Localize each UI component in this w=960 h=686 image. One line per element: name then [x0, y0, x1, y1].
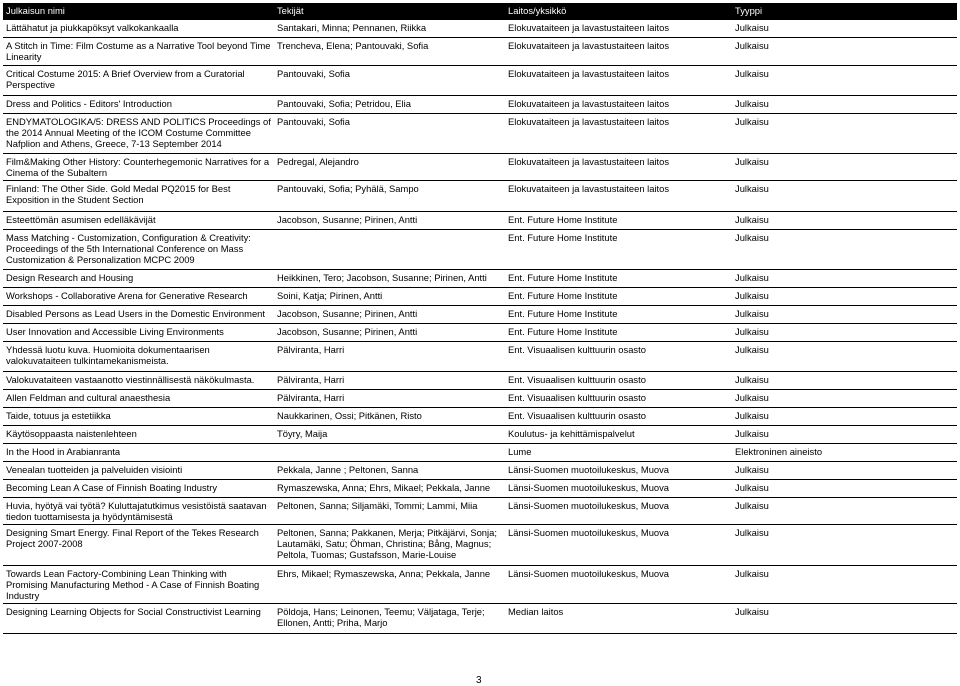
cell-authors: Trencheva, Elena; Pantouvaki, Sofia	[277, 39, 429, 51]
cell-title: Towards Lean Factory-Combining Lean Thinking with Promising Manufacturing Method - A Case of Finnish Boating Industry	[6, 567, 260, 601]
cell-department: Ent. Future Home Institute	[508, 325, 618, 337]
cell-department: Elokuvataiteen ja lavastustaiteen laitos	[508, 97, 670, 109]
column-header-authors: Tekijät	[274, 3, 505, 20]
cell-type: Julkaisu	[735, 271, 769, 283]
table-row	[3, 389, 957, 407]
cell-department: Ent. Future Home Institute	[508, 307, 618, 319]
cell-department: Länsi-Suomen muotoilukeskus, Muova	[508, 526, 670, 538]
cell-type: Julkaisu	[735, 567, 769, 579]
table-row	[3, 425, 957, 443]
cell-title: User Innovation and Accessible Living Environments	[6, 325, 224, 337]
cell-department: Ent. Future Home Institute	[508, 231, 618, 243]
cell-department: Elokuvataiteen ja lavastustaiteen laitos	[508, 67, 670, 79]
cell-title: ENDYMATOLOGIKA/5: DRESS AND POLITICS Proceedings of the 2014 Annual Meeting of the ICOM Costume Committee Nafplion and Athens, Greece, 7-13 September 2014	[6, 115, 271, 149]
table-row	[3, 113, 957, 153]
cell-type: Julkaisu	[735, 605, 769, 617]
cell-title: Critical Costume 2015: A Brief Overview from a Curatorial Perspective	[6, 67, 245, 90]
cell-authors: Soini, Katja; Pirinen, Antti	[277, 289, 383, 301]
cell-title: Film&Making Other History: Counterhegemonic Narratives for a Cinema of the Subaltern	[6, 155, 270, 178]
table-row	[3, 323, 957, 341]
cell-type: Julkaisu	[735, 526, 769, 538]
cell-title: Esteettömän asumisen edelläkävijät	[6, 213, 156, 225]
cell-type: Julkaisu	[735, 289, 769, 301]
page-number: 3	[476, 675, 482, 686]
cell-title: Allen Feldman and cultural anaesthesia	[6, 391, 171, 403]
cell-department: Länsi-Suomen muotoilukeskus, Muova	[508, 567, 670, 579]
cell-type: Julkaisu	[735, 499, 769, 511]
cell-type: Julkaisu	[735, 463, 769, 475]
cell-authors: Pedregal, Alejandro	[277, 155, 359, 167]
cell-type: Julkaisu	[735, 325, 769, 337]
cell-authors: Jacobson, Susanne; Pirinen, Antti	[277, 325, 418, 337]
cell-authors: Pantouvaki, Sofia; Petridou, Elia	[277, 97, 411, 109]
cell-title: Becoming Lean A Case of Finnish Boating Industry	[6, 481, 218, 493]
cell-authors: Pantouvaki, Sofia	[277, 67, 350, 79]
cell-title: Mass Matching - Customization, Configuration & Creativity: Proceedings of the 5th International Conference on Mass Customization & Personalization MCPC 2009	[6, 231, 251, 265]
cell-title: A Stitch in Time: Film Costume as a Narrative Tool beyond Time Linearity	[6, 39, 271, 62]
table-row	[3, 524, 957, 565]
cell-title: Huvia, hyötyä vai työtä? Kuluttajatutkimus vesistöistä saatavan tiedon tuottamisesta ja hyödyntämisestä	[6, 499, 267, 522]
cell-authors: Naukkarinen, Ossi; Pitkänen, Risto	[277, 409, 422, 421]
cell-title: Finland: The Other Side. Gold Medal PQ2015 for Best Exposition in the Student Section	[6, 182, 231, 205]
cell-authors: Pantouvaki, Sofia; Pyhälä, Sampo	[277, 182, 419, 194]
cell-department: Länsi-Suomen muotoilukeskus, Muova	[508, 463, 670, 475]
cell-authors: Pälviranta, Harri	[277, 373, 345, 385]
cell-type: Julkaisu	[735, 343, 769, 355]
cell-title: In the Hood in Arabianranta	[6, 445, 121, 457]
cell-type: Julkaisu	[735, 481, 769, 493]
table-row	[3, 461, 957, 479]
cell-title: Valokuvataiteen vastaanotto viestinnällisestä näkökulmasta.	[6, 373, 255, 385]
cell-authors: Pälviranta, Harri	[277, 343, 345, 355]
table-row	[3, 95, 957, 113]
cell-title: Design Research and Housing	[6, 271, 134, 283]
cell-department: Ent. Future Home Institute	[508, 289, 618, 301]
cell-title: Venealan tuotteiden ja palveluiden visiointi	[6, 463, 183, 475]
cell-authors: Pantouvaki, Sofia	[277, 115, 350, 127]
cell-department: Koulutus- ja kehittämispalvelut	[508, 427, 635, 439]
cell-authors: Ehrs, Mikael; Rymaszewska, Anna; Pekkala, Janne	[277, 567, 491, 579]
table-row	[3, 180, 957, 211]
cell-authors: Pälviranta, Harri	[277, 391, 345, 403]
cell-authors: Rymaszewska, Anna; Ehrs, Mikael; Pekkala, Janne	[277, 481, 491, 493]
cell-authors: Pöldoja, Hans; Leinonen, Teemu; Väljataga, Terje; Ellonen, Antti; Priha, Marjo	[277, 605, 485, 628]
table-row	[3, 371, 957, 389]
cell-title: Yhdessä luotu kuva. Huomioita dokumentaarisen valokuvataiteen tulkintamekanismeista.	[6, 343, 210, 366]
cell-type: Julkaisu	[735, 67, 769, 79]
cell-type: Julkaisu	[735, 155, 769, 167]
table-row	[3, 565, 957, 603]
cell-type: Julkaisu	[735, 409, 769, 421]
cell-title: Taide, totuus ja estetiikka	[6, 409, 111, 421]
table-row	[3, 269, 957, 287]
cell-authors: Töyry, Maija	[277, 427, 328, 439]
table-row	[3, 211, 957, 229]
cell-department: Länsi-Suomen muotoilukeskus, Muova	[508, 481, 670, 493]
cell-department: Ent. Visuaalisen kulttuurin osasto	[508, 373, 646, 385]
cell-type: Julkaisu	[735, 231, 769, 243]
cell-department: Elokuvataiteen ja lavastustaiteen laitos	[508, 182, 670, 194]
cell-type: Julkaisu	[735, 39, 769, 51]
cell-department: Elokuvataiteen ja lavastustaiteen laitos	[508, 115, 670, 127]
cell-department: Elokuvataiteen ja lavastustaiteen laitos	[508, 22, 670, 33]
cell-department: Ent. Visuaalisen kulttuurin osasto	[508, 409, 646, 421]
cell-department: Elokuvataiteen ja lavastustaiteen laitos	[508, 39, 670, 51]
cell-authors: Heikkinen, Tero; Jacobson, Susanne; Pirinen, Antti	[277, 271, 487, 283]
cell-department: Ent. Visuaalisen kulttuurin osasto	[508, 343, 646, 355]
cell-type: Julkaisu	[735, 22, 769, 33]
cell-title: Designing Smart Energy. Final Report of the Tekes Research Project 2007-2008	[6, 526, 259, 549]
column-header-title: Julkaisun nimi	[3, 3, 274, 20]
table-row	[3, 153, 957, 180]
cell-type: Julkaisu	[735, 213, 769, 225]
table-row	[3, 407, 957, 425]
cell-title: Lättähatut ja piukkapöksyt valkokankaalla	[6, 22, 179, 33]
cell-authors: Peltonen, Sanna; Siljamäki, Tommi; Lammi, Miia	[277, 499, 478, 511]
table-row	[3, 603, 957, 633]
cell-type: Julkaisu	[735, 307, 769, 319]
cell-type: Julkaisu	[735, 391, 769, 403]
table-row	[3, 443, 957, 461]
cell-title: Käytösoppaasta naistenlehteen	[6, 427, 137, 439]
table-row	[3, 37, 957, 65]
cell-title: Disabled Persons as Lead Users in the Domestic Environment	[6, 307, 265, 319]
cell-authors	[274, 443, 505, 461]
cell-department: Ent. Future Home Institute	[508, 271, 618, 283]
publications-table	[3, 3, 957, 634]
cell-type: Julkaisu	[735, 427, 769, 439]
cell-authors: Santakari, Minna; Pennanen, Riikka	[277, 22, 427, 33]
table-row	[3, 287, 957, 305]
column-header-department: Laitos/yksikkö	[505, 3, 732, 20]
table-row	[3, 65, 957, 95]
cell-type: Elektroninen aineisto	[735, 445, 823, 457]
table-header-row	[3, 3, 957, 20]
cell-department: Länsi-Suomen muotoilukeskus, Muova	[508, 499, 670, 511]
table-row	[3, 479, 957, 497]
column-header-type: Tyyppi	[732, 3, 957, 20]
cell-department: Ent. Visuaalisen kulttuurin osasto	[508, 391, 646, 403]
cell-department: Median laitos	[508, 605, 564, 617]
table-row	[3, 229, 957, 269]
table-row	[3, 305, 957, 323]
cell-authors: Pekkala, Janne ; Peltonen, Sanna	[277, 463, 419, 475]
table-row	[3, 497, 957, 524]
table-row	[3, 341, 957, 371]
cell-type: Julkaisu	[735, 182, 769, 194]
cell-department: Elokuvataiteen ja lavastustaiteen laitos	[508, 155, 670, 167]
cell-type: Julkaisu	[735, 97, 769, 109]
cell-department: Lume	[508, 445, 532, 457]
table-body	[3, 20, 957, 633]
cell-title: Designing Learning Objects for Social Constructivist Learning	[6, 605, 261, 617]
cell-authors: Jacobson, Susanne; Pirinen, Antti	[277, 307, 418, 319]
cell-authors	[274, 229, 505, 269]
cell-type: Julkaisu	[735, 115, 769, 127]
cell-title: Dress and Politics - Editors' Introduction	[6, 97, 172, 109]
table-row	[3, 20, 957, 37]
cell-title: Workshops - Collaborative Arena for Generative Research	[6, 289, 248, 301]
cell-department: Ent. Future Home Institute	[508, 213, 618, 225]
cell-authors: Peltonen, Sanna; Pakkanen, Merja; Pitkäjärvi, Sonja; Lautamäki, Satu; Öhman, Christina; Bång, Magnus; Peltola, Tuomas; Gustafsson, Marie-Louise	[277, 526, 497, 560]
cell-authors: Jacobson, Susanne; Pirinen, Antti	[277, 213, 418, 225]
cell-type: Julkaisu	[735, 373, 769, 385]
